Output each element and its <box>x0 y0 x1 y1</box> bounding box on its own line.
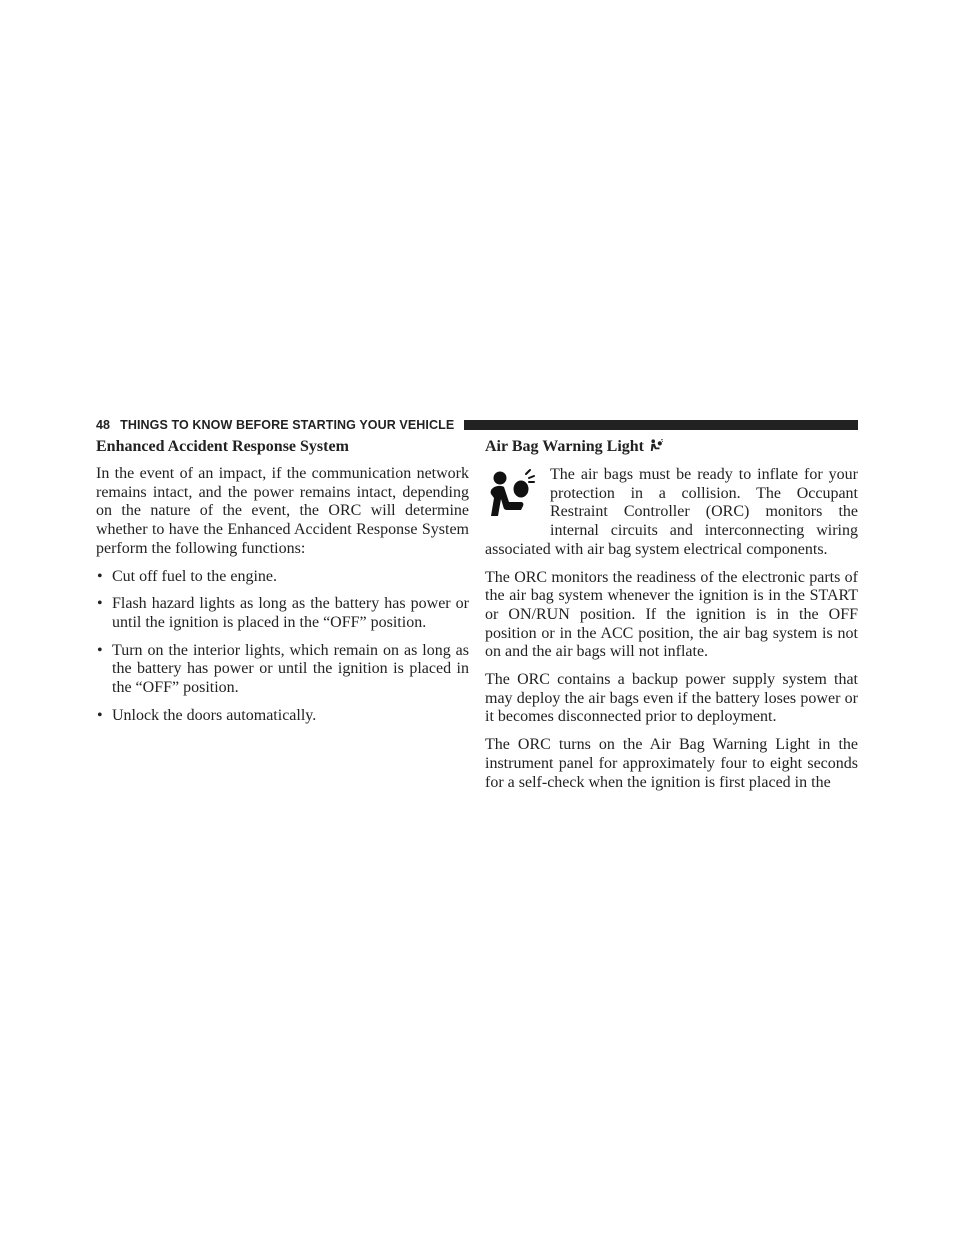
page-number: 48 <box>96 418 111 432</box>
airbag-heading: Air Bag Warning Light <box>485 437 858 458</box>
page-header <box>96 416 858 434</box>
bullet-icon: • <box>97 567 103 585</box>
list-item: • Turn on the interior lights, which remain on as long as the battery has power or until the ignition is placed in the “OFF” position. <box>97 641 469 697</box>
left-column <box>96 437 469 734</box>
bullet-icon: • <box>97 641 103 659</box>
bullet-icon: • <box>97 706 103 724</box>
airbag-warning-icon <box>650 438 663 458</box>
enhanced-accident-heading: Enhanced Accident Response System <box>96 438 349 455</box>
right-column <box>485 437 858 801</box>
section-title: THINGS TO KNOW BEFORE STARTING YOUR VEHICLE <box>120 418 455 432</box>
bullet-icon: • <box>97 595 103 613</box>
airbag-paragraph-2: The ORC monitors the readiness of the electronic parts of the air bag system whenever the ignition is in the START or ON/RUN position. If the ignition is in the OFF position or in the ACC position, the air bag system is not on and the air bags will not inflate. <box>485 568 858 661</box>
function-list <box>96 568 469 726</box>
enhanced-accident-intro: In the event of an impact, if the communication network remains intact, and the power remains intact, depending on the nature of the event, the ORC will determine whether to have the Enhanced Accident Response System perform the following functions: <box>96 465 469 557</box>
airbag-paragraph-1: The air bags must be ready to inflate for your protection in a collision. The Occupant Restraint Controller (ORC) monitors the internal circuits and interconnecting wiring associated with air bag system electrical components. <box>485 466 858 558</box>
airbag-paragraph-4: The ORC turns on the Air Bag Warning Light in the instrument panel for approximately four to eight seconds for a self-check when the ignition is first placed in the <box>485 736 858 791</box>
list-item: • Cut off fuel to the engine. <box>97 567 277 585</box>
header-rule <box>464 420 858 430</box>
list-item: • Unlock the doors automatically. <box>97 706 317 724</box>
airbag-paragraph-3: The ORC contains a backup power supply system that may deploy the air bags even if the battery loses power or it becomes disconnected prior to deployment. <box>485 671 858 726</box>
list-item: • Flash hazard lights as long as the battery has power or until the ignition is placed in the “OFF” position. <box>97 595 469 631</box>
airbag-warning-icon <box>485 468 537 526</box>
